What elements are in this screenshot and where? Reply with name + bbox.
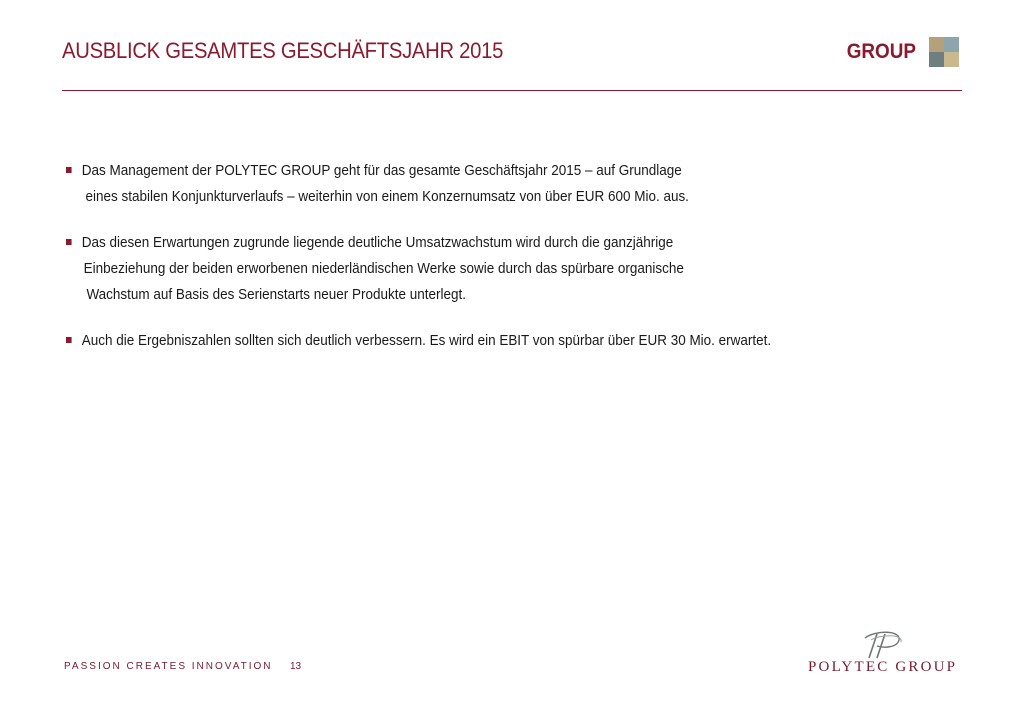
bullet-item — [66, 328, 937, 354]
bullet-list — [66, 158, 926, 374]
polytec-pp-logo-icon — [855, 628, 907, 662]
bullet-line: Auch die Ergebniszahlen sollten sich deutlich verbessern. Es wird ein EBIT von spürbar über EUR 30 Mio. erwartet. — [81, 333, 772, 349]
bullet-line: eines stabilen Konjunkturverlaufs – weiterhin von einem Konzernumsatz von über EUR 600 Mio. aus. — [85, 189, 689, 205]
header-divider — [62, 90, 962, 91]
group-label: GROUP — [846, 40, 916, 63]
logo-square-top-right — [944, 37, 959, 52]
square-bullet-icon — [66, 239, 72, 245]
group-squares-icon — [929, 37, 959, 67]
bullet-item — [66, 158, 937, 210]
logo-square-top-left — [929, 37, 944, 52]
bullet-line: Wachstum auf Basis des Serienstarts neuer Produkte unterlegt. — [86, 287, 466, 303]
page-number: 13 — [290, 661, 302, 672]
logo-square-bottom-left — [929, 52, 944, 67]
bullet-line: Das diesen Erwartungen zugrunde liegende deutliche Umsatzwachstum wird durch die ganzjährige — [81, 235, 674, 251]
logo-square-bottom-right — [944, 52, 959, 67]
square-bullet-icon — [66, 337, 72, 343]
bullet-line: Das Management der POLYTEC GROUP geht für das gesamte Geschäftsjahr 2015 – auf Grundlage — [81, 163, 682, 179]
bullet-item — [66, 230, 937, 308]
footer-tagline: PASSION CREATES INNOVATION — [64, 661, 273, 672]
page-title: AUSBLICK GESAMTES GESCHÄFTSJAHR 2015 — [62, 38, 504, 63]
square-bullet-icon — [66, 167, 72, 173]
bullet-line: Einbeziehung der beiden erworbenen niederländischen Werke sowie durch das spürbare organische — [83, 261, 684, 277]
footer-logo-wordmark: POLYTEC GROUP — [808, 659, 958, 675]
